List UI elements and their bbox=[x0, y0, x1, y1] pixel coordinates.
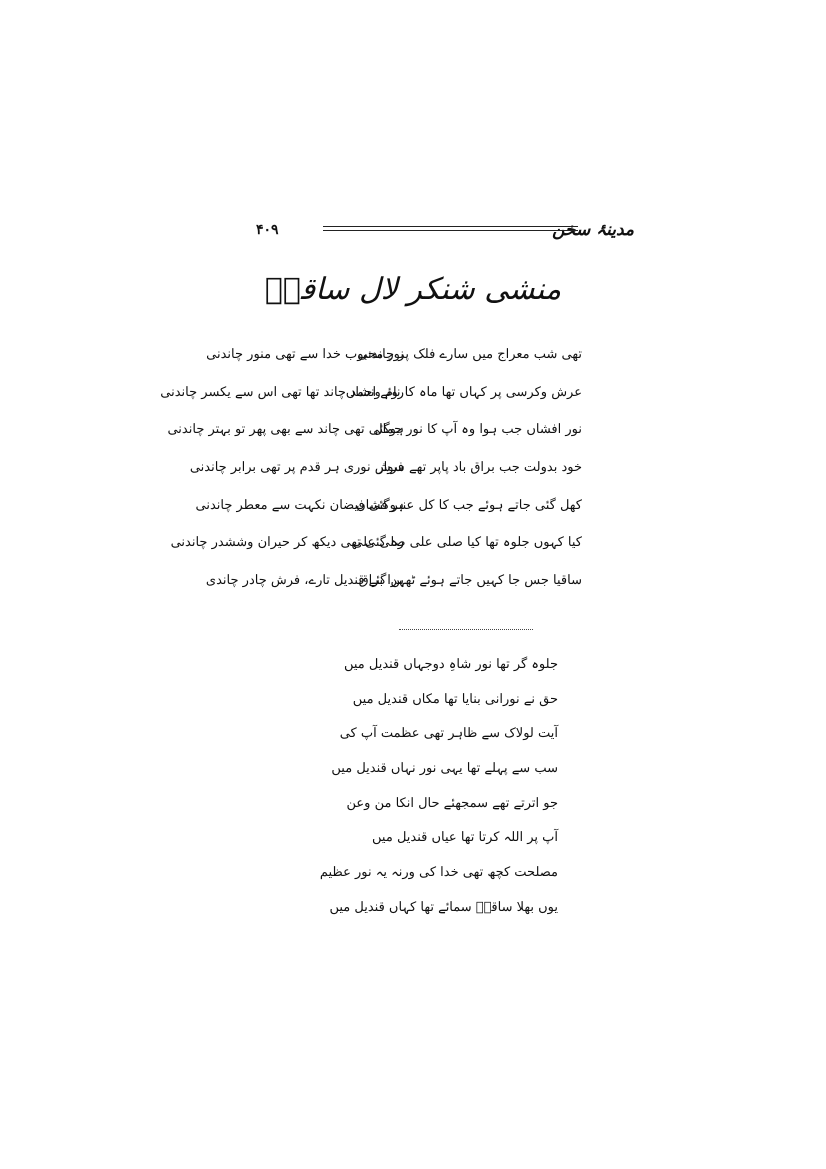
couplet bbox=[189, 449, 582, 487]
misra-second: نور محبوب خدا سے تھی منور چاندنی bbox=[206, 346, 404, 362]
nazm-line: سب سے پہلے تھا یہی نور نہاں قندیل میں bbox=[331, 761, 558, 777]
nazm-line: مصلحت کچھ تھی خدا کی ورنہ یہ نور عظیم bbox=[319, 865, 558, 881]
nazm-line: یوں بھلا ساقیؔ سمائے تھا کہاں قندیل میں bbox=[329, 899, 558, 915]
couplet bbox=[206, 336, 582, 374]
running-title: مدینۂ سخن bbox=[552, 220, 634, 240]
nazm-line: جلوہ گر تھا نور شاہِ دوجہاں قندیل میں bbox=[343, 657, 558, 672]
misra-second: فرش نوری ہر قدم پر تھی برابر چاندنی bbox=[189, 459, 404, 475]
misra-first: تھی شب معراج میں سارے فلک پر چاندنی bbox=[357, 346, 582, 362]
header-rule bbox=[323, 226, 578, 231]
nazm-line: آیت لولاک سے ظاہر تھی عظمت آپ کی bbox=[339, 726, 558, 742]
misra-first: کیا کہوں جلوہ تھا کیا صلی علی صلی علی bbox=[352, 535, 582, 551]
misra-first: عرش وکرسی پر کہاں تھا ماہ کا نام ونشاں bbox=[345, 384, 582, 400]
misra-second: ہوگئی فیضان نکہت سے معطر چاندنی bbox=[195, 497, 404, 513]
misra-first: نور افشاں جب ہوا وہ آپ کا نور جمال bbox=[373, 422, 582, 438]
poet-name: منشی شنکر لال ساقیؔ bbox=[264, 272, 562, 307]
page-number: ۴۰۹ bbox=[256, 222, 279, 238]
couplet bbox=[195, 487, 582, 525]
misra-first: خود بدولت جب براق باد پاپر تھے سوار bbox=[377, 459, 582, 475]
couplet bbox=[167, 411, 582, 449]
nazm bbox=[300, 648, 558, 926]
couplet bbox=[160, 374, 582, 412]
nazm-line: آپ پر اللہ کرتا تھا عیاں قندیل میں bbox=[372, 830, 558, 846]
misra-first: ساقیا جس جا کہیں جاتے ہوئے ٹھہرا براق bbox=[358, 572, 582, 588]
couplet bbox=[170, 524, 582, 562]
couplet bbox=[205, 562, 582, 600]
nazm-line: حق نے نورانی بنایا تھا مکاں قندیل میں bbox=[352, 691, 558, 707]
misra-first: کھل گئی جاتے ہوئے جب کا کل عنبر فشاں bbox=[356, 497, 582, 513]
misra-second: بن گئے قندیل تارے، فرش چادر چاندی bbox=[205, 572, 404, 588]
ghazal bbox=[160, 336, 582, 600]
misra-second: روئے احمد چاند تھا تھی اس سے یکسر چاندنی bbox=[160, 384, 404, 400]
nazm-line: جو اترتے تھے سمجھئے حال انکا من وعن bbox=[346, 795, 558, 811]
misra-second: ہوگئی تھی چاند سے بھی پھر تو بہتر چاندنی bbox=[167, 422, 404, 438]
section-divider bbox=[399, 629, 533, 630]
misra-second: رہ گئی تھی دیکھ کر حیران وششدر چاندنی bbox=[170, 535, 404, 551]
